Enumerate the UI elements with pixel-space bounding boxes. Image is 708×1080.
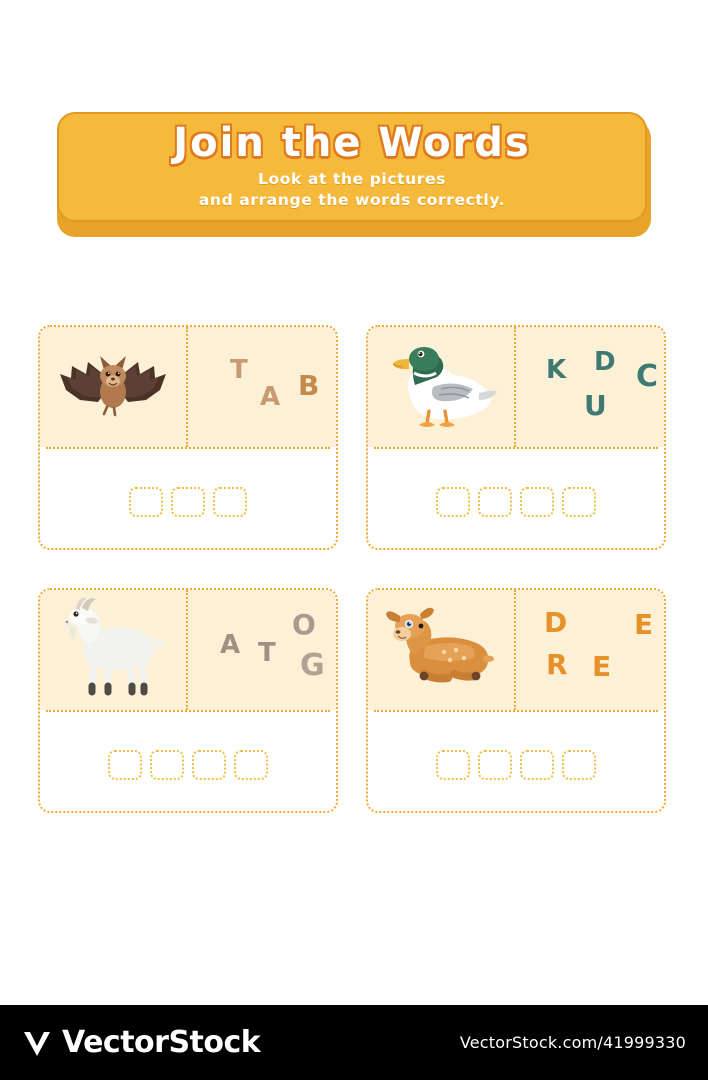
vectorstock-mark-icon (22, 1028, 52, 1058)
card-top-bat (40, 327, 336, 447)
subtitle-line-2: and arrange the words correctly. (198, 191, 506, 209)
subtitle-line-1: Look at the pictures (258, 170, 446, 189)
watermark-footer (0, 1005, 708, 1080)
letter-tile[interactable]: B (298, 369, 321, 402)
letter-tile[interactable]: E (634, 608, 655, 641)
letter-tile[interactable]: U (584, 389, 608, 422)
letter-tile[interactable]: R (546, 648, 569, 681)
answer-box[interactable] (478, 487, 512, 517)
picture-cell-bat (40, 327, 188, 447)
exercise-card-deer[interactable] (366, 588, 666, 813)
letter-tile[interactable]: E (592, 650, 613, 683)
letter-tile[interactable]: D (544, 606, 569, 639)
banner-body (57, 112, 647, 222)
answer-box[interactable] (234, 750, 268, 780)
answer-row-duck (368, 452, 664, 552)
picture-cell-deer (368, 590, 516, 710)
letter-tile[interactable]: O (292, 608, 317, 641)
letters-cell-deer (516, 590, 664, 710)
answer-box[interactable] (520, 487, 554, 517)
exercise-card-bat[interactable] (38, 325, 338, 550)
card-top-duck (368, 327, 664, 447)
letter-tile[interactable]: G (300, 648, 326, 683)
duck-illustration (381, 337, 501, 437)
exercise-card-goat[interactable] (38, 588, 338, 813)
card-top-goat (40, 590, 336, 710)
picture-cell-goat (40, 590, 188, 710)
card-divider (374, 447, 658, 449)
card-divider (46, 710, 330, 712)
letter-tile[interactable]: D (594, 347, 617, 377)
worksheet-title: Join the Words (173, 120, 531, 167)
answer-box[interactable] (129, 487, 163, 517)
answer-box[interactable] (192, 750, 226, 780)
answer-box[interactable] (436, 487, 470, 517)
answer-box[interactable] (150, 750, 184, 780)
letter-tile[interactable]: T (230, 355, 249, 385)
answer-box[interactable] (562, 487, 596, 517)
answer-row-goat (40, 715, 336, 815)
answer-box[interactable] (171, 487, 205, 517)
answer-box[interactable] (213, 487, 247, 517)
letter-tile[interactable]: A (220, 630, 242, 660)
answer-row-bat (40, 452, 336, 552)
vectorstock-brand: VectorStock (62, 1025, 261, 1060)
picture-cell-duck (368, 327, 516, 447)
card-top-deer (368, 590, 664, 710)
answer-box[interactable] (520, 750, 554, 780)
exercise-card-duck[interactable] (366, 325, 666, 550)
goat-illustration (50, 598, 176, 702)
title-banner (57, 112, 651, 237)
letter-tile[interactable]: C (636, 359, 660, 394)
letter-tile[interactable]: A (260, 382, 282, 412)
bat-illustration (58, 344, 168, 430)
answer-box[interactable] (436, 750, 470, 780)
vectorstock-url: VectorStock.com/41999330 (459, 1033, 686, 1052)
answer-box[interactable] (562, 750, 596, 780)
card-divider (46, 447, 330, 449)
letters-cell-bat (188, 327, 336, 447)
deer-illustration (380, 600, 502, 700)
vectorstock-logo (22, 1025, 260, 1060)
answer-row-deer (368, 715, 664, 815)
card-divider (374, 710, 658, 712)
letters-cell-duck (516, 327, 664, 447)
answer-box[interactable] (108, 750, 142, 780)
letter-tile[interactable]: T (258, 638, 277, 668)
letter-tile[interactable]: K (546, 355, 568, 385)
worksheet-subtitle (199, 169, 505, 211)
answer-box[interactable] (478, 750, 512, 780)
letters-cell-goat (188, 590, 336, 710)
